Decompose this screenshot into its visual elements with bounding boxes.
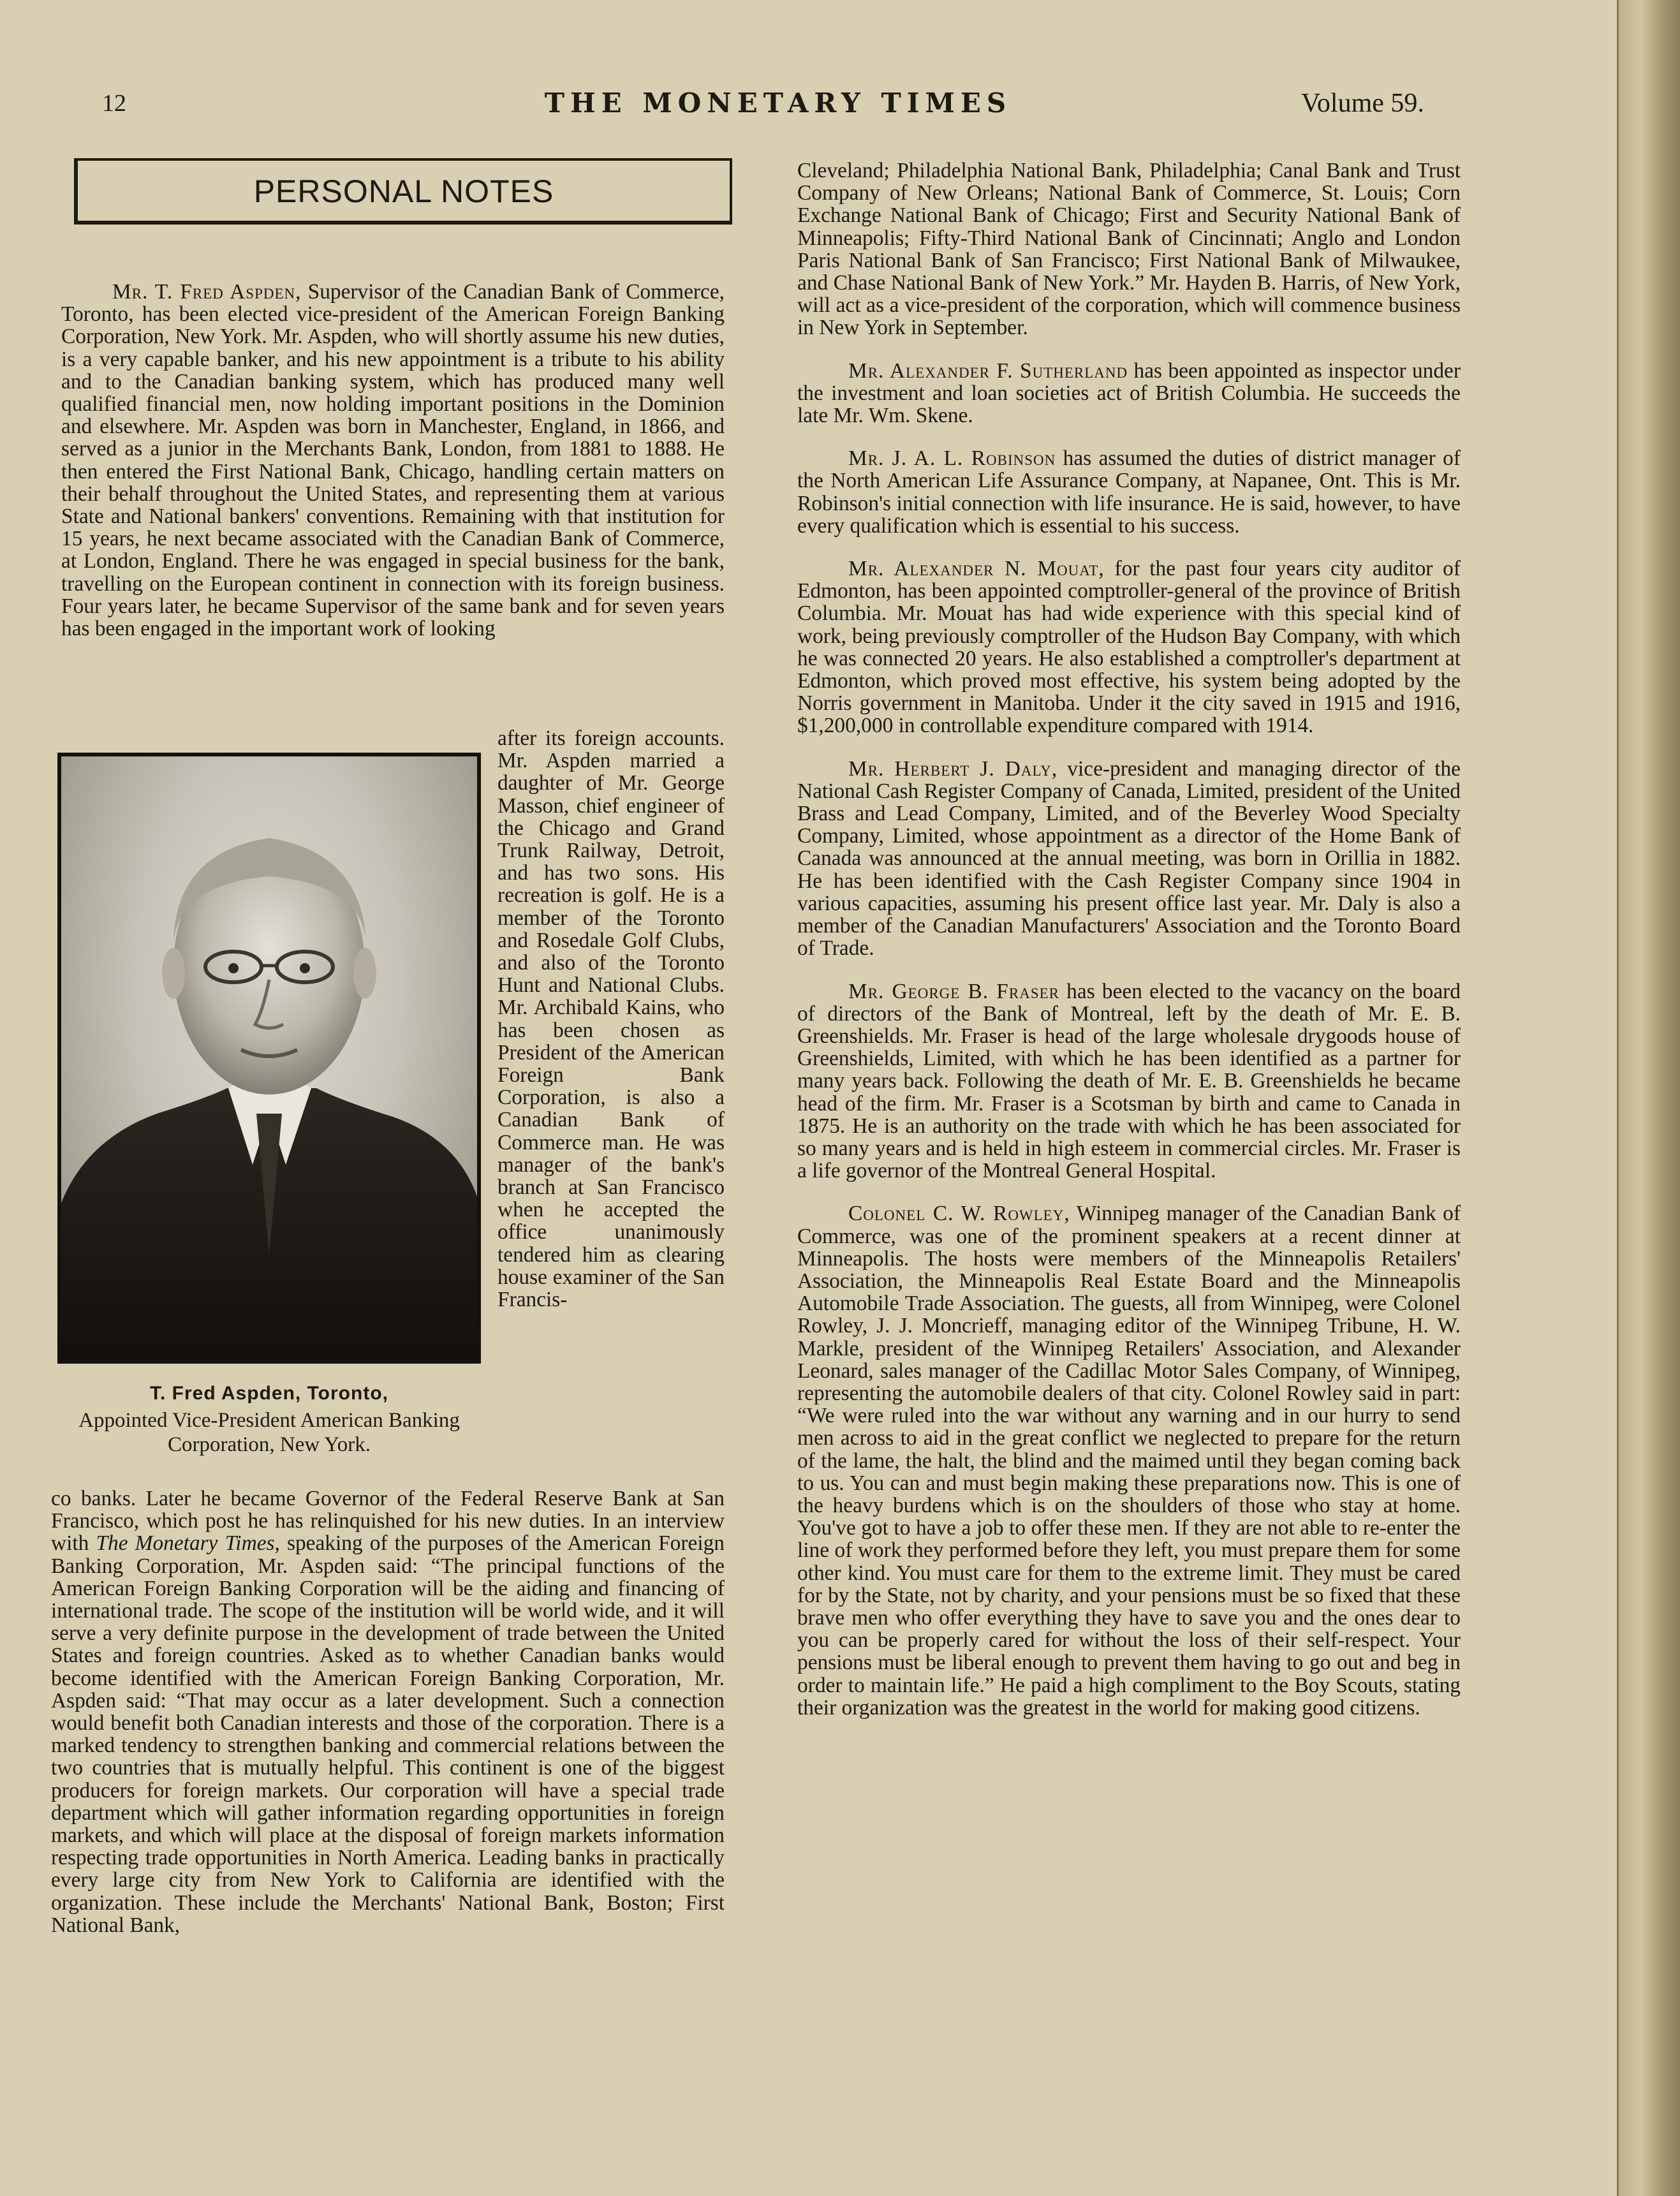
sutherland-name: Mr. Alexander F. Sutherland — [848, 358, 1128, 383]
mouat-text: for the past four years city auditor of Edmonton, has been appointed comptroller-general of the province of British Columbia. Mr. Mouat has had wide experience with this special kind of work, being previously comptroller of the Hudson Bay Company, with which he was connected 20 years. He also established a comptroller's department at Edmonton, which proved most effective, his system being adopted by the Norris government in Manitoba. Under it the city saved in 1915 and 1916, $1,200,000 in controllable expenditure compared with 1914. — [797, 557, 1461, 738]
note-mouat — [797, 557, 1461, 737]
note-rowley — [797, 1202, 1461, 1719]
fraser-name: Mr. George B. Fraser — [848, 979, 1059, 1003]
daly-name: Mr. Herbert J. Daly, — [848, 756, 1058, 781]
daly-text: vice-president and managing director of the National Cash Register Company of Canada, Limited, president of the United Brass and Lead Company, Limited, and of the Beverley Wood Specialty Company, Limited, whose appointment as a director of the Home Bank of Canada was announced at the annual meeting, was born in Orillia in 1882. He has been identified with the Cash Register Company since 1904 in various capacities, assuming his present office last year. Mr. Daly is also a member of the Canadian Manufacturers' Association and the Toronto Board of Trade. — [797, 756, 1461, 961]
rowley-name: Colonel C. W. Rowley, — [848, 1202, 1070, 1226]
note-daly — [797, 758, 1461, 960]
aspden-paragraph — [61, 281, 725, 640]
robinson-text: has assumed the duties of district manager of the North American Life Assurance Company, at Napanee, Ont. This is Mr. Robinson's initial connection with life insurance. He is said, however, to have every qualification which is essential to his success. — [797, 446, 1461, 538]
page-number: 12 — [102, 90, 126, 117]
right-column — [797, 159, 1461, 2073]
article-aspden-bottom — [51, 1487, 725, 2061]
aspden-text-bottom-2: , speaking of the purposes of the American Foreign Banking Corporation, Mr. Aspden said: “The principal functions of the American Foreign Banking Corporation will be the aiding and financing of international trade. The scope of the institution will be world wide, and it will serve a very definite purpose in the development of trade between the United States and foreign countries. Asked as to whether Canadian banks would become identified with the American Foreign Banking Corporation, Mr. Aspden said: “That may occur as a later development. Such a connection would benefit both Canadian interests and those of the corporation. There is a marked tendency to strengthen banking and commercial relations between the two countries that is mutually helpful. This continent is one of the biggest producers for foreign markets. Our corporation will have a special trade department which will gather information regarding opportunities in foreign markets, and which will place at the disposal of foreign markets information respecting trade opportunities in North America. Leading banks in practically every large city from New York to California are identified with the organization. These include the Merchants' National Bank, Boston; First National Bank, — [51, 1531, 725, 1937]
photo-caption-role: Appointed Vice-President American Banking Corporation, New York. — [78, 1409, 460, 1456]
journal-title: THE MONETARY TIMES — [544, 87, 1012, 119]
photo-caption-name: T. Fred Aspden, Toronto, — [150, 1383, 388, 1404]
aspden-text-mid: after its foreign accounts. Mr. Aspden married a daughter of Mr. George Masson, chief engineer of the Chicago and Grand Trunk Railway, Detroit, and has two sons. His recreation is golf. He is a member of the Toronto and Rosedale Golf Clubs, and also of the Toronto Hunt and National Clubs. Mr. Archibald Kains, who has been chosen as President of the American Foreign Bank Corporation, is also a Canadian Bank of Commerce man. He was manager of the bank's branch at San Francisco when he accepted the office unanimously tendered him as clearing house examiner of the San Francis- — [497, 726, 725, 1312]
aspden-text-top: Supervisor of the Canadian Bank of Commerce, Toronto, has been elected vice-president of the American Foreign Banking Corporation, New York. Mr. Aspden, who will shortly assume his new duties, is a very capable banker, and his new appointment is a tribute to his ability and to the Canadian banking system, which has produced many well qualified financial men, now holding important positions in the Dominion and elsewhere. Mr. Aspden was born in Manchester, England, in 1866, and served as a junior in the Merchants Bank, London, from 1881 to 1888. He then entered the First National Bank, Chicago, handling certain matters on their behalf throughout the United States, and representing them at various State and National bankers' conventions. Remaining with that institution for 15 years, he next became associated with the Canadian Bank of Commerce, at London, England. There he was engaged in special business for the bank, travelling on the European continent in connection with its foreign business. Four years later, he became Supervisor of the same bank and for seven years has been engaged in the important work of looking — [61, 280, 725, 641]
sutherland-text: has been appointed as inspector under the investment and loan societies act of British Columbia. He succeeds the late Mr. Wm. Skene. — [797, 358, 1461, 428]
note-fraser — [797, 980, 1461, 1183]
aspden-continued: Cleveland; Philadelphia National Bank, Philadelphia; Canal Bank and Trust Company of New Orleans; National Bank of Commerce, St. Louis; Corn Exchange National Bank of Chicago; First and Security National Bank of Minneapolis; Fifty-Third National Bank of Cincinnati; Anglo and London Paris National Bank of San Francisco; First National Bank of Milwaukee, and Chase National Bank of New York.” Mr. Hayden B. Harris, of New York, will act as a vice-president of the corporation, which will commence business in New York in September. — [797, 159, 1461, 340]
section-title: PERSONAL NOTES — [74, 158, 732, 225]
article-aspden-top — [61, 281, 725, 727]
mouat-name: Mr. Alexander N. Mouat, — [848, 557, 1105, 581]
aspden-paragraph-bottom — [51, 1487, 725, 1936]
fraser-text: has been elected to the vacancy on the board of directors of the Bank of Montreal, left by the death of Mr. E. B. Greenshields. Mr. Fraser is head of the large wholesale drygoods house of Greenshields, Limited, with which he has been identified as a partner for many years back. Following the death of Mr. E. B. Greenshields he became head of the firm. Mr. Fraser is a Scotsman by birth and came to Canada in 1875. He is an authority on the trade with which he has been associated for so many years and is held in high esteem in commercial circles. Mr. Fraser is a life governor of the Montreal General Hospital. — [797, 979, 1461, 1183]
portrait-image — [61, 756, 477, 1360]
robinson-name: Mr. J. A. L. Robinson — [848, 446, 1056, 471]
note-robinson — [797, 447, 1461, 537]
rowley-text: Winnipeg manager of the Canadian Bank of Commerce, was one of the prominent speakers at a recent dinner at Minneapolis. The hosts were members of the Minneapolis Retailers' Association, the Minneapolis Real Estate Board and the Minneapolis Automobile Trade Association. The guests, all from Winnipeg, were Colonel Rowley, J. J. Moncrieff, managing editor of the Winnipeg Tribune, H. W. Markle, president of the Winnipeg Retailers' Association, and Alexander Leonard, sales manager of the Cadillac Motor Sales Company, of Winnipeg, representing the automobile dealers of that city. Colonel Rowley said in part: “We were ruled into the war without any warning and in our hurry to send men across to aid in the great conflict we neglected to prepare for the return of the lame, the halt, the blind and the maimed until they began coming back to us. You can and must begin making these preparations now. This is one of the heavy burdens which is on the shoulders of those who stay at home. You've got to have a job to offer these men. If they are not able to re-enter the line of work they performed before they left, you must prepare them for some other kind. You must care for them to the extreme limit. They must be cared for by the State, not by charity, and your pensions must be so fixed that these brave men who offer everything they have to save you and the ones dear to you can be properly cared for without the loss of their self-respect. Your pensions must be liberal enough to prevent them having to go out and beg in order to maintain life.” He paid a high compliment to the Boy Scouts, stating their organization was the greatest in the world for making good citizens. — [797, 1202, 1461, 1720]
aspden-text-bottom-1: co banks. Later he became Governor of the Federal Reserve Bank at San Francisco, which post he has relinquished for his new duties. In an interview with — [51, 1487, 725, 1556]
volume-label: Volume 59. — [1301, 89, 1424, 118]
note-sutherland — [797, 360, 1461, 427]
journal-reference: The Monetary Times — [96, 1531, 275, 1556]
portrait-photo — [57, 753, 481, 1364]
article-aspden-mid — [497, 727, 725, 1487]
aspden-name: Mr. T. Fred Aspden, — [112, 280, 302, 304]
binding-edge — [1617, 0, 1680, 2196]
